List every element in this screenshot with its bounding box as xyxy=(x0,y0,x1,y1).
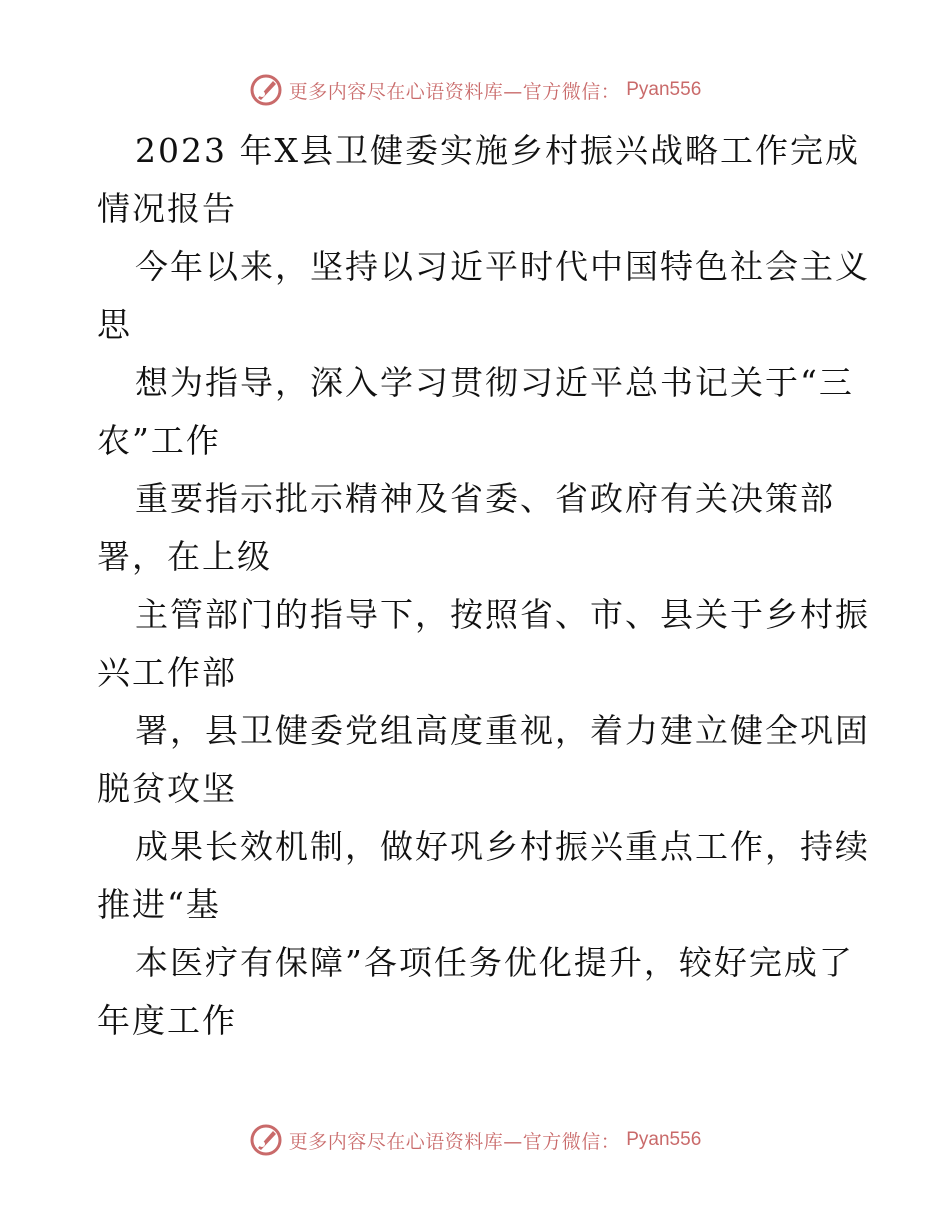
watermark-text: 更多内容尽在心语资料库—官方微信： xyxy=(288,1130,621,1153)
paragraph-line: 主管部门的指导下，按照省、市、县关于乡村振 xyxy=(135,595,870,634)
paragraph-line: 兴工作部 xyxy=(97,653,237,692)
paragraph-line: 年度工作 xyxy=(97,1001,237,1040)
paragraph-line: 脱贫攻坚 xyxy=(97,769,237,808)
paragraph-line: 想为指导，深入学习贯彻习近平总书记关于“三 xyxy=(135,363,854,402)
title-line-2: 情况报告 xyxy=(97,189,237,228)
watermark-wechat-id: Pyan556 xyxy=(626,1129,702,1150)
paragraph-line: 署，县卫健委党组高度重视，着力建立健全巩固 xyxy=(135,711,870,750)
paragraph-line: 本医疗有保障”各项任务优化提升，较好完成了 xyxy=(135,943,854,982)
watermark-text: 更多内容尽在心语资料库—官方微信： xyxy=(288,80,621,103)
paragraph-line: 思 xyxy=(97,305,132,344)
paragraph-line: 农”工作 xyxy=(97,421,221,460)
header-watermark xyxy=(0,70,950,110)
footer-watermark xyxy=(0,1120,950,1160)
paragraph-line: 今年以来，坚持以习近平时代中国特色社会主义 xyxy=(135,247,870,286)
title-line-1: 2023 年X县卫健委实施乡村振兴战略工作完成 xyxy=(135,131,860,170)
paragraph-line: 推进“基 xyxy=(97,885,221,924)
paragraph-line: 成果长效机制，做好巩乡村振兴重点工作，持续 xyxy=(135,827,870,866)
document-body xyxy=(97,122,870,1050)
paragraph-line: 重要指示批示精神及省委、省政府有关决策部 xyxy=(135,479,835,518)
watermark-wechat-id: Pyan556 xyxy=(626,79,702,100)
quill-seal-icon xyxy=(249,1123,283,1157)
quill-seal-icon xyxy=(249,73,283,107)
paragraph-line: 署，在上级 xyxy=(97,537,272,576)
